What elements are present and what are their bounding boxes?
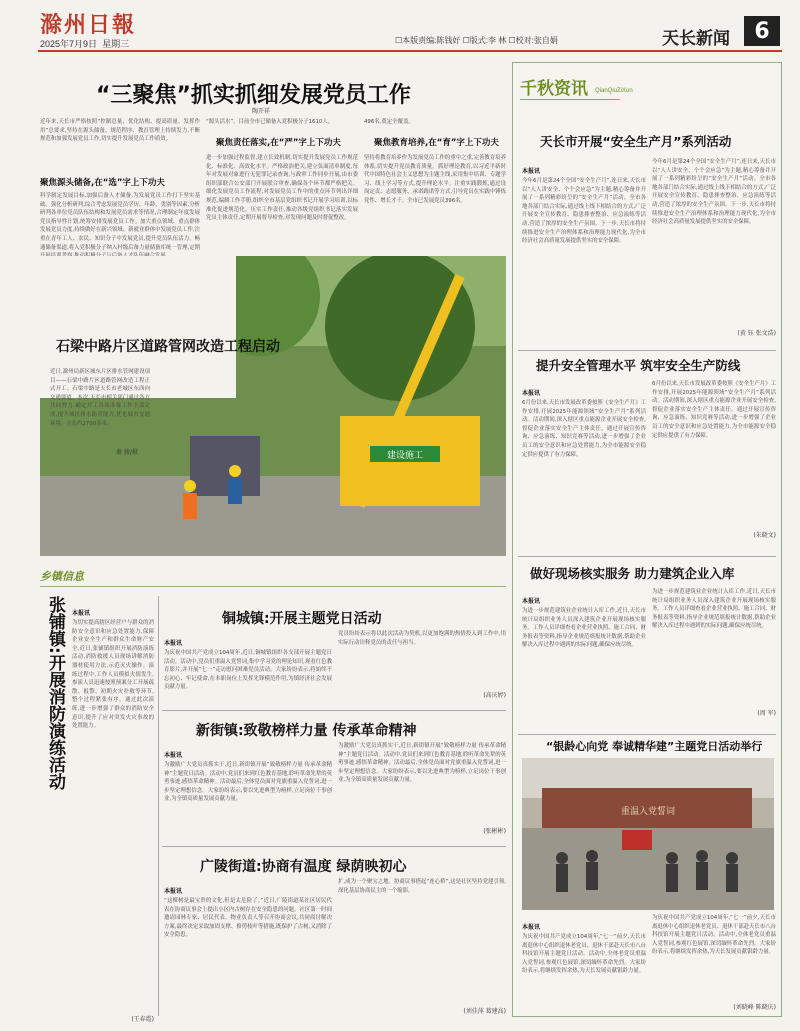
guangling-body-2 <box>338 878 506 1018</box>
a3-title: 做好现场核实服务 助力建筑企业入库 <box>530 566 735 581</box>
article-rule <box>518 556 776 557</box>
a1-body-2 <box>652 158 776 346</box>
tongcheng-author: (高庆婷) <box>483 692 506 699</box>
ceremony-photo <box>522 758 774 910</box>
byline-label: 本报讯 <box>522 168 541 175</box>
lead-paragraph: 坚持将教育培养作为发展党员工作的重中之重,完善教育培养体系,切实提升党员教育质量。抓好理论教育,以习近平新时代中国特色社会主义思想为主题主线,采用集中培训、专题学习、线上学习等方式,提升理论水平。注重实践锻炼,通过设岗定责、志愿服务、承诺践诺等方式,引导党员在实践中锤炼党性、增长才干。全市已发展党员396名。 <box>364 155 506 204</box>
zhangpu-title: 张铺镇:开展消防演练活动 <box>45 596 65 790</box>
byline-label: 本报讯 <box>522 924 541 931</box>
qianqiu-en: QianQiuZiXun <box>595 88 633 94</box>
guangling-title: 广陵街道:协商有温度 绿荫映初心 <box>200 859 407 875</box>
lead-subhead: 聚焦责任落实,在“严”字上下功夫 <box>216 138 341 148</box>
a4-body-2 <box>652 914 776 1014</box>
hall-banner: 重温入党誓词 <box>620 807 676 817</box>
a4-text: 为庆祝中国共产党成立104周年,“七一”前夕,天长市离退休中心组织退休老党员、退休干部赴天长市八台科技馆开展主题党日活动。活动中,全体老党员重温入党誓词,参观红色展馆,深切缅怀革命先烈。大家纷纷表示,将继续发挥余热,为天长发展贡献银龄力量。 <box>522 934 646 975</box>
zhangpu-text: 为切实提高辖区经营户与群众的消防安全意识和应急处置能力,保障企业安全生产和群众生命财产安全,近日,张铺镇组织开展消防演练活动,消防救援人员现场讲解消防器材使用方法,示范灭火操作。演练过程中,工作人员模拟火情发生,参演人员迅速按照预案分工开展疏散、报警、初期火灾扑救等环节,整个过程紧张有序。通过此次演练,进一步增强了群众的消防安全意识,提升了应对突发火灾事故的处置能力。 <box>72 620 154 730</box>
byline-label: 本报讯 <box>164 752 183 759</box>
section-rule <box>40 586 506 587</box>
lead-paragraph: 496名,奠定全覆盖。 <box>364 119 414 125</box>
byline-label: 本报讯 <box>164 640 183 647</box>
photo-credit: 秦 骏/摄 <box>116 449 138 456</box>
xinjie-body-1 <box>164 742 332 838</box>
xinjie-author: (张彬彬) <box>483 828 506 835</box>
masthead-title: 滁州日報 <box>40 12 137 38</box>
page-number: 6 <box>744 16 780 46</box>
guangling-text: “这棵树是最宝贵的文化,但是太危险了。”近日,广陵街道某社区居民代表在协商议事会上提出小区内古树存在安全隐患的问题。社区第一时间邀请园林专家、居民代表、物业负责人等召开协商会议,共同商讨解决方案,最终决定采取加固支撑、修剪枝叶等措施,既保护了古树,又消除了安全隐患。 <box>164 898 332 939</box>
ceremony-photo-art <box>522 758 774 910</box>
section-name: 天长新闻 <box>662 29 730 49</box>
photo-caption: 近日,滁州局新区城东片区排水管网建设项目——石梁中路片区道路管网改造工程正式开工。石梁中路是天长市老城区东西向交通要道。本次,天长市相关部门通过各方共同努力,确定开工各项准备工作全部完成,提升城区排水防涝能力,优化城市交通环境。全长约2700多米。 <box>50 369 150 427</box>
a2-text: 6月份以来,天长市发展改革委按照《安全生产月》工作安排,开展2025年能源领域“安全生产月”系列活动。活动期间,深入辖区重点能源企业开展安全检查,督促企业落实安全生产主体责任。通过开展宣传咨询、应急演练、知识竞赛等活动,进一步增强了企业员工的安全意识和应急处置能力,为全市能源安全稳定供应提供了有力保障。 <box>522 400 646 458</box>
lead-subhead: 聚焦源头储备,在“选”字上下功夫 <box>40 178 165 188</box>
qianqiu-title: 千秋资讯 <box>520 79 588 99</box>
tongcheng-title: 铜城镇:开展主题党日活动 <box>222 611 382 627</box>
a4-title: “银龄心向党 奉诚精华建”主题党日活动举行 <box>546 740 763 753</box>
article-rule <box>162 710 506 711</box>
tongcheng-body-1 <box>164 630 332 704</box>
guangling-text: 扩,成为一个聚宝之地。协商议事搭起“连心桥”,这是社区坚持党建引领,深化基层协商民主的一个缩影。 <box>338 879 506 894</box>
header-rule <box>38 50 782 52</box>
a1-text: 今年6月是第24个全国“安全生产月”,连日来,天长市以“人人讲安全、个个会应急”为主题,精心筹备并开展了一系列精彩纷呈的“安全生产月”活动。全市各地各部门结合实际,通过线上线下相结合的方式,广泛开展安全宣传教育、隐患排查整治、应急演练等活动,营造了浓厚的安全生产氛围。下一步,天长市将持续推进安全生产治理体系和治理能力现代化,为全市经济社会高质量发展提供坚实的安全保障。 <box>522 178 646 245</box>
lead-paragraph: “源头活水”。目前全市已储备入党积极分子1610人。 <box>206 119 334 125</box>
a2-author: (朱晓文) <box>753 532 776 539</box>
a2-title: 提升安全管理水平 筑牢安全生产防线 <box>536 358 741 373</box>
column-rule <box>158 596 159 1016</box>
qianqiu-label <box>520 74 633 100</box>
a2-body-2 <box>652 380 776 552</box>
tongcheng-text: 党员纷纷表示将以此次活动为契机,以更加饱满的热情投入到工作中,用实际行动诠释党员的责任与担当。 <box>338 631 506 646</box>
a4-text: 为庆祝中国共产党成立104周年,“七一”前夕,天长市离退休中心组织退休老党员、退休干部赴天长市八台科技馆开展主题党日活动。活动中,全体老党员重温入党誓词,参观红色展馆,深切缅怀革命先烈。大家纷纷表示,将继续发挥余热,为天长发展贡献银龄力量。 <box>652 915 776 956</box>
a4-author: (刘晓峰 陈晓庆) <box>733 1004 776 1011</box>
a2-text: 6月份以来,天长市发展改革委按照《安全生产月》工作安排,开展2025年能源领域“安全生产月”系列活动。活动期间,深入辖区重点能源企业开展安全检查,督促企业落实安全生产主体责任。通过开展宣传咨询、应急演练、知识竞赛等活动,进一步增强了企业员工的安全意识和应急处置能力,为全市能源安全稳定供应提供了有力保障。 <box>652 381 776 439</box>
photo-title: 石梁中路片区道路管网改造工程启动 <box>56 339 280 355</box>
byline-label: 本报讯 <box>522 390 541 397</box>
a3-text: 为进一步规范建筑业企业统计入库工作,近日,天长市统计局组织业务人员深入建筑企业开展现场核实服务。工作人员详细查看企业营业执照、施工合同、财务报表等资料,指导企业规范填报统计数据,帮助企业解决入库过程中遇到的实际问题,确保应统尽统。 <box>652 589 776 630</box>
a1-title: 天长市开展“安全生产月”系列活动 <box>540 134 732 149</box>
a1-text: 今年6月是第24个全国“安全生产月”,连日来,天长市以“人人讲安全、个个会应急”为主题,精心筹备并开展了一系列精彩纷呈的“安全生产月”活动。全市各地各部门结合实际,通过线上线下相结合的方式,广泛开展安全宣传教育、隐患排查整治、应急演练等活动,营造了浓厚的安全生产氛围。下一步,天长市将持续推进安全生产治理体系和治理能力现代化,为全市经济社会高质量发展提供坚实的安全保障。 <box>652 159 776 226</box>
zhangpu-author: (王春霞) <box>131 1016 154 1023</box>
xinjie-title: 新街镇:致敬榜样力量 传承革命精神 <box>196 723 417 739</box>
a3-body-2 <box>652 588 776 730</box>
xinjie-text: 为激励广大党员真抓实干,近日,新街镇开展“致敬榜样力量 传承革命精神”主题党日活动。活动中,党员们来到红色教育基地,聆听革命先辈的英勇事迹,感悟革命精神。活动最后,全体党员面对党旗重温入党誓词,进一步坚定理想信念。大家纷纷表示,要以先进典型为榜样,立足岗位干事创业,为全镇高质量发展贡献力量。 <box>338 743 506 784</box>
a2-body-1 <box>522 380 646 552</box>
lead-paragraph: 科学制定发展目标,加强后备人才储备,为发展党员工作打下坚实基础。强化分析研判,综合考虑发展党员学历、年龄、类别等因素,分析研判各单位党员队伍结构和发展党员需求等情况,合理制定年度发展党员指导性计划,统筹安排发展党员工作。加大重点领域、重点群体发展党员力度,持续做好在新兴领域、新就业群体中发展党员工作,注重在青年工人、农民、知识分子中发展党员,提升党员队伍活力。畅通储备渠道,将入党积极分子纳入村级后备力量储备库统一管理,定期 <box>40 193 200 251</box>
zhangpu-body <box>72 600 154 1023</box>
a3-author: (周 军) <box>757 710 776 717</box>
article-rule <box>518 734 776 735</box>
tongcheng-body-2 <box>338 630 506 704</box>
guangling-body-1 <box>164 878 332 1018</box>
a3-body-1 <box>522 588 646 730</box>
editors-line: ☐本版责编:陈钱好 ☐版式:李 林 ☐校对:张自娟 <box>395 36 558 45</box>
tongcheng-text: 为庆祝中国共产党成立104周年,近日,铜城镇组织各支部开展主题党日活动。活动中,党员们重温入党誓词,集中学习党的理论知识,观看红色教育影片,并开展“七一”走访慰问困难党员活动。大家纷纷表示,将始终不忘初心、牢记使命,在本职岗位上发挥先锋模范作用,为镇经济社会发展贡献力量。 <box>164 650 332 691</box>
lead-author: 陶开祥 <box>252 108 271 115</box>
a1-body-1 <box>522 158 646 346</box>
a1-author: (黄 钰 张文浩) <box>737 330 776 337</box>
truck-sign: 建设施工 <box>386 451 424 461</box>
byline-label: 本报讯 <box>522 598 541 605</box>
xinjie-text: 为激励广大党员真抓实干,近日,新街镇开展“致敬榜样力量 传承革命精神”主题党日活动。活动中,党员们来到红色教育基地,聆听革命先辈的英勇事迹,感悟革命精神。活动最后,全体党员面对党旗重温入党誓词,进一步坚定理想信念。大家纷纷表示,要以先进典型为榜样,立足岗位干事创业,为全镇高质量发展贡献力量。 <box>164 762 332 803</box>
article-rule <box>518 350 776 351</box>
section-label: 乡镇信息 <box>40 570 84 583</box>
byline-label: 本报讯 <box>72 610 91 617</box>
lead-paragraph: 近年来,天长市严格按照“控制总量、优化结构、提高质量、发挥作用”总要求,坚持在源头储备、规范程序、教育管理上持续发力,不断规范和加强发展党员工作,切实提升发展党员工作质效。 <box>40 119 200 143</box>
lead-subhead: 聚焦教育培养,在“育”字上下功夫 <box>374 138 499 148</box>
a3-text: 为进一步规范建筑业企业统计入库工作,近日,天长市统计局组织业务人员深入建筑企业开展现场核实服务。工作人员详细查看企业营业执照、施工合同、财务报表等资料,指导企业规范填报统计数据,帮助企业解决入库过程中遇到的实际问题,确保应统尽统。 <box>522 608 646 649</box>
a4-body-1 <box>522 914 646 1014</box>
byline-label: 本报讯 <box>164 888 183 895</box>
lead-title: “三聚焦”抓实抓细发展党员工作 <box>96 83 411 108</box>
guangling-author: (刘佳萍 葛建高) <box>463 1008 506 1015</box>
lead-paragraph: 进一步加强过程监督,建立长效机制,切实提升发展党员工作规范化、标准化、高效化水平。严格政治把关,建立负面清单制度,每年对发展对象进行无犯罪记录查询,与政审工作同步开展,由市委组织部联合公安部门开展联合审查,确保各个环节都严格把关。细化发展党员工作流程,对发展党员工作中的重点环节列出详细规范,编制工作手册,组织全市基层党组织书记开展学习培训,以标准化促进规范化。压实工作责任,推动各级党组织书记落实发展党员主体责任,定期开展督导检查,对发现问题及时督促整改。 <box>206 155 358 222</box>
xinjie-body-2 <box>338 742 506 838</box>
article-rule <box>162 846 506 847</box>
dateline: 2025年7月9日 星期三 <box>40 39 130 49</box>
